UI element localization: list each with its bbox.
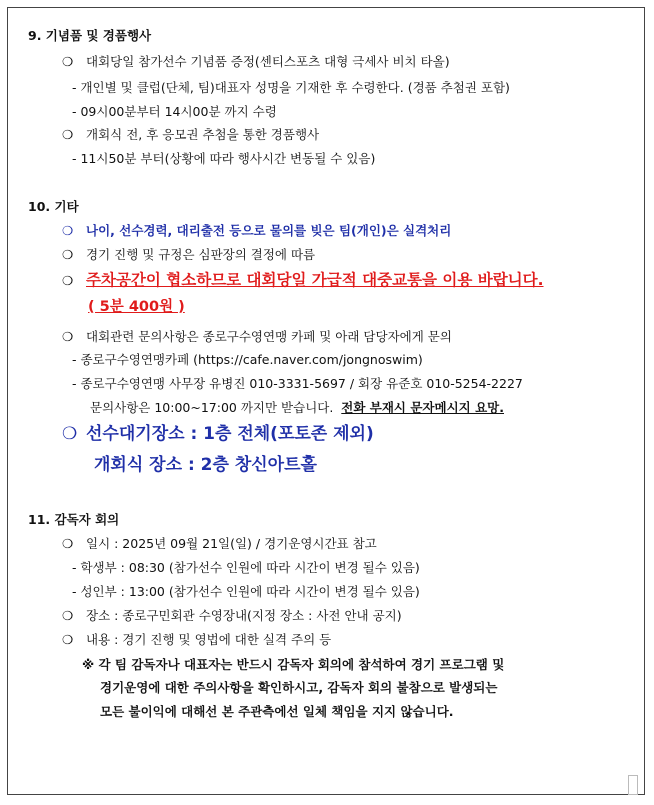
s10-ceremony-place: 개회식 장소 : 2층 창신아트홀: [94, 455, 317, 475]
s10-parking-fee: ( 5분 400원 ): [88, 299, 185, 315]
s10-hours: 문의사항은 10:00~17:00 까지만 받습니다. 전화 부재시 문자메시지 요망.: [90, 400, 504, 415]
s9-item-5: - 11시50분 부터(상황에 따라 행사시간 변동될 수 있음): [72, 151, 376, 166]
s10-parking-item: ❍ 주차공간이 협소하므로 대회당일 가급적 대중교통을 이용 바랍니다.: [62, 271, 544, 289]
bullet-icon: ❍: [62, 273, 74, 288]
s10-waiting-area: ❍ 선수대기장소 : 1층 전체(포토존 제외): [62, 424, 374, 444]
s9-item-3: - 09시00분부터 14시00분 까지 수령: [72, 104, 277, 119]
s10-cafe-link: - 종로구수영연맹카페 (https://cafe.naver.com/jongnoswim): [72, 352, 423, 367]
s9-item-2: - 개인별 및 클럽(단체, 팀)대표자 성명을 기재한 후 수령한다. (경품 추첨권 포함): [72, 80, 510, 95]
section-10-heading: 10. 기타: [28, 199, 79, 214]
s11-notice-line-1: ※ 각 팀 감독자나 대표자는 반드시 감독자 회의에 참석하여 경기 프로그램 및: [82, 657, 505, 672]
s9-item-4: ❍ 개회식 전, 후 응모권 추첨을 통한 경품행사: [62, 127, 320, 142]
section-9-heading: 9. 기념품 및 경품행사: [28, 28, 152, 43]
s11-content: ❍ 내용 : 경기 진행 및 영법에 대한 실격 주의 등: [62, 632, 332, 647]
s11-date: ❍ 일시 : 2025년 09월 21일(일) / 경기운영시간표 참고: [62, 536, 377, 551]
s10-disqualify-item: ❍ 나이, 선수경력, 대리출전 등으로 물의를 빚은 팀(개인)은 실격처리: [62, 223, 452, 238]
bullet-icon: ❍: [62, 54, 74, 69]
s10-hours-note: 전화 부재시 문자메시지 요망.: [341, 400, 504, 415]
s10-inquiry-item: ❍ 대회관련 문의사항은 종로구수영연맹 카페 및 아래 담당자에게 문의: [62, 329, 452, 344]
s11-students-time: - 학생부 : 08:30 (참가선수 인원에 따라 시간이 변경 될수 있음): [72, 560, 420, 575]
s11-notice-line-2: 경기운영에 대한 주의사항을 확인하시고, 감독자 회의 불참으로 발생되는: [100, 680, 498, 695]
s9-item-1: ❍ 대회당일 참가선수 기념품 증정(센티스포츠 대형 극세사 비치 타올): [62, 54, 450, 69]
bullet-icon: ❍: [62, 329, 74, 344]
s11-place: ❍ 장소 : 종로구민회관 수영장내(지정 장소 : 사전 안내 공지): [62, 608, 402, 623]
bullet-icon: ❍: [62, 632, 74, 647]
bullet-icon: ❍: [62, 247, 74, 262]
section-11-heading: 11. 감독자 회의: [28, 512, 120, 527]
bullet-icon: ❍: [62, 424, 78, 444]
bullet-icon: ❍: [62, 608, 74, 623]
s10-rules-item: ❍ 경기 진행 및 규정은 심판장의 결정에 따름: [62, 247, 316, 262]
bullet-icon: ❍: [62, 127, 74, 142]
bullet-icon: ❍: [62, 223, 74, 238]
s11-adults-time: - 성인부 : 13:00 (참가선수 인원에 따라 시간이 변경 될수 있음): [72, 584, 420, 599]
s10-contact: - 종로구수영연맹 사무장 유병진 010-3331-5697 / 회장 유준호 010-5254-2227: [72, 376, 523, 391]
s11-notice-line-3: 모든 불이익에 대해선 본 주관측에선 일체 책임을 지지 않습니다.: [100, 704, 454, 719]
page-marker-icon: [628, 775, 638, 795]
bullet-icon: ❍: [62, 536, 74, 551]
